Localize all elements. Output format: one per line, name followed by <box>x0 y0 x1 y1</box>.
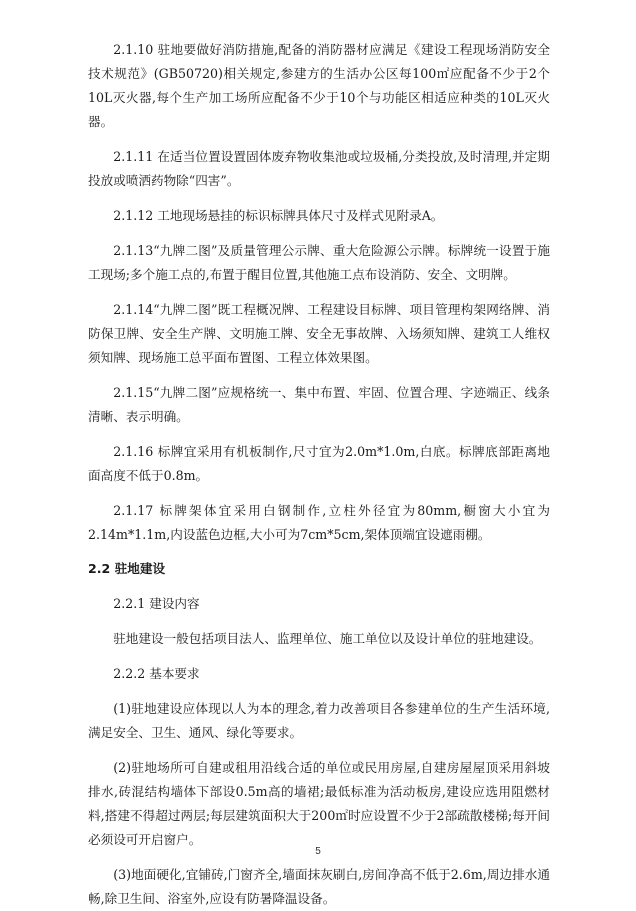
paragraph-2-1-13: 2.1.13“九牌二图”及质量管理公示牌、重大危险源公示牌。标牌统一设置于施工现场;多个施工点的,布置于醒目位置,其他施工点布设消防、安全、文明牌。 <box>88 243 550 282</box>
paragraph-2-1-17: 2.1.17 标牌架体宜采用白钢制作,立柱外径宜为80mm,橱窗大小宜为2.14m*1.1m,内设蓝色边框,大小可为7cm*5cm,架体顶端宜设遮雨棚。 <box>88 503 550 542</box>
requirement-item-2: (2)驻地场所可自建或租用沿线合适的单位或民用房屋,自建房屋屋顶采用斜坡排水,砖混结构墙体下部设0.5m高的墙裙;最低标准为活动板房,建设应选用阻燃材料,搭建不得超过两层;每层建筑面积大于200㎡时应设置不少于2部疏散楼梯;每开间必须设可开启窗户。 <box>88 760 550 847</box>
subsection-2-2-1-text: 驻地建设一般包括项目法人、监理单位、施工单位以及设计单位的驻地建设。 <box>113 631 542 646</box>
requirement-item-1: (1)驻地建设应体现以人为本的理念,着力改善项目各参建单位的生产生活环境,满足安全、卫生、通风、绿化等要求。 <box>88 701 550 740</box>
subsection-heading-2-2-2: 2.2.2 基本要求 <box>113 666 200 681</box>
section-heading: 2.2 驻地建设 <box>88 561 166 576</box>
paragraph-2-1-16: 2.1.16 标牌宜采用有机板制作,尺寸宜为2.0m*1.0m,白底。标牌底部距离地面高度不低于0.8m。 <box>88 444 550 483</box>
paragraph-2-1-12: 2.1.12 工地现场悬挂的标识标牌具体尺寸及样式见附录A。 <box>113 208 444 223</box>
paragraph-2-1-11: 2.1.11 在适当位置设置固体废弃物收集池或垃圾桶,分类投放,及时清理,并定期投放或喷洒药物除“四害”。 <box>88 149 550 188</box>
page-number: 5 <box>315 846 321 857</box>
requirement-item-3: (3)地面硬化,宜铺砖,门窗齐全,墙面抹灰刷白,房间净高不低于2.6m,周边排水通畅,除卫生间、浴室外,应设有防暑降温设备。 <box>88 867 550 906</box>
paragraph-2-1-10: 2.1.10 驻地要做好消防措施,配备的消防器材应满足《建设工程现场消防安全技术规范》(GB50720)相关规定,参建方的生活办公区每100㎡应配备不少于2个10L灭火器,每个生产加工场所应配备不少于10个与功能区相适应种类的10L灭火器。 <box>88 42 550 129</box>
paragraph-2-1-15: 2.1.15“九牌二图”应规格统一、集中布置、牢固、位置合理、字迹端正、线条清晰、表示明确。 <box>88 385 550 424</box>
paragraph-2-1-14: 2.1.14“九牌二图”既工程概况牌、工程建设目标牌、项目管理构架网络牌、消防保卫牌、安全生产牌、文明施工牌、安全无事故牌、入场须知牌、建筑工人维权须知牌、现场施工总平面布置图、工程立体效果图。 <box>88 302 550 365</box>
subsection-heading-2-2-1: 2.2.1 建设内容 <box>113 596 200 611</box>
